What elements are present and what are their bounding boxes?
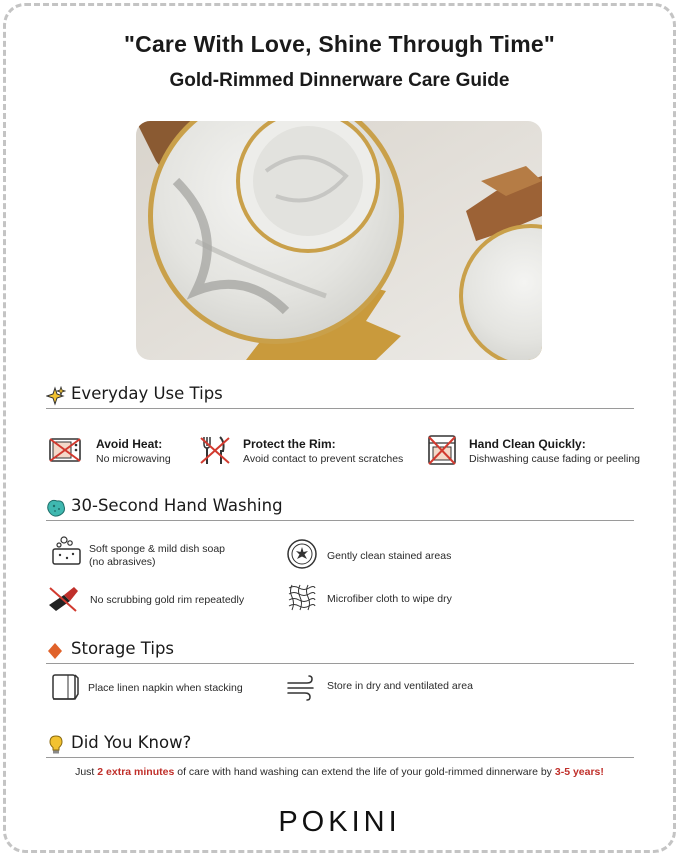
tip-title: Protect the Rim: bbox=[243, 437, 336, 451]
tip-linen-napkin bbox=[50, 672, 270, 708]
page-subtitle: Gold-Rimmed Dinnerware Care Guide bbox=[169, 70, 510, 91]
tip-soft-sponge bbox=[50, 535, 270, 571]
tip-description: Avoid contact to prevent scratches bbox=[243, 453, 404, 465]
highlight-years: 3-5 years! bbox=[554, 766, 604, 778]
tip-description: No microwaving bbox=[96, 453, 171, 465]
brand-logo: POKINI bbox=[278, 806, 401, 838]
tip-avoid-heat bbox=[48, 434, 198, 470]
diamond-icon bbox=[46, 641, 66, 661]
section-everyday-use bbox=[46, 385, 634, 409]
page-title: "Care With Love, Shine Through Time" bbox=[124, 31, 555, 57]
section-did-you-know bbox=[46, 734, 634, 758]
stain-circle-icon bbox=[285, 538, 319, 570]
tip-protect-rim bbox=[198, 434, 413, 470]
section-title: 30-Second Hand Washing bbox=[71, 496, 283, 515]
tip-line-1: Place linen napkin when stacking bbox=[88, 682, 243, 694]
tip-no-scrubbing bbox=[46, 583, 266, 619]
section-title: Storage Tips bbox=[71, 639, 175, 658]
wind-icon bbox=[285, 672, 319, 704]
highlight-minutes: 2 extra minutes bbox=[97, 766, 175, 778]
microfiber-cloth-icon bbox=[285, 582, 319, 614]
tip-description: Dishwashing cause fading or peeling bbox=[469, 453, 641, 465]
sparkle-icon bbox=[46, 386, 66, 406]
sponge-icon bbox=[46, 498, 66, 518]
marble-gold-plates-photo bbox=[136, 121, 542, 360]
tip-microfiber bbox=[285, 582, 485, 618]
tip-line-1: No scrubbing gold rim repeatedly bbox=[90, 594, 245, 606]
no-microwave-icon bbox=[48, 434, 82, 466]
tip-line-1: Microfiber cloth to wipe dry bbox=[327, 593, 452, 605]
section-storage bbox=[46, 640, 634, 664]
tip-hand-clean bbox=[425, 434, 650, 470]
no-cutlery-icon bbox=[198, 434, 232, 466]
section-title: Did You Know? bbox=[71, 733, 192, 752]
section-hand-washing bbox=[46, 497, 634, 521]
no-dishwasher-icon bbox=[425, 434, 459, 466]
tip-line-2: (no abrasives) bbox=[89, 556, 156, 568]
tip-title: Avoid Heat: bbox=[96, 437, 163, 451]
tip-dry-ventilated bbox=[285, 672, 505, 708]
tip-line-1: Store in dry and ventilated area bbox=[327, 680, 473, 692]
section-title: Everyday Use Tips bbox=[71, 384, 223, 403]
tip-clean-stained bbox=[285, 538, 485, 574]
napkin-icon bbox=[50, 672, 84, 704]
tip-title: Hand Clean Quickly: bbox=[469, 437, 586, 451]
lightbulb-icon bbox=[46, 735, 66, 755]
no-scrub-brush-icon bbox=[46, 583, 80, 615]
did-you-know-text: Just 2 extra minutes of care with hand washing can extend the life of your gold-rimmed dinnerware by 3-5 years! bbox=[75, 766, 604, 778]
tip-line-1: Gently clean stained areas bbox=[327, 550, 452, 562]
soap-sponge-icon bbox=[50, 535, 84, 567]
tip-line-1: Soft sponge & mild dish soap bbox=[89, 543, 225, 555]
